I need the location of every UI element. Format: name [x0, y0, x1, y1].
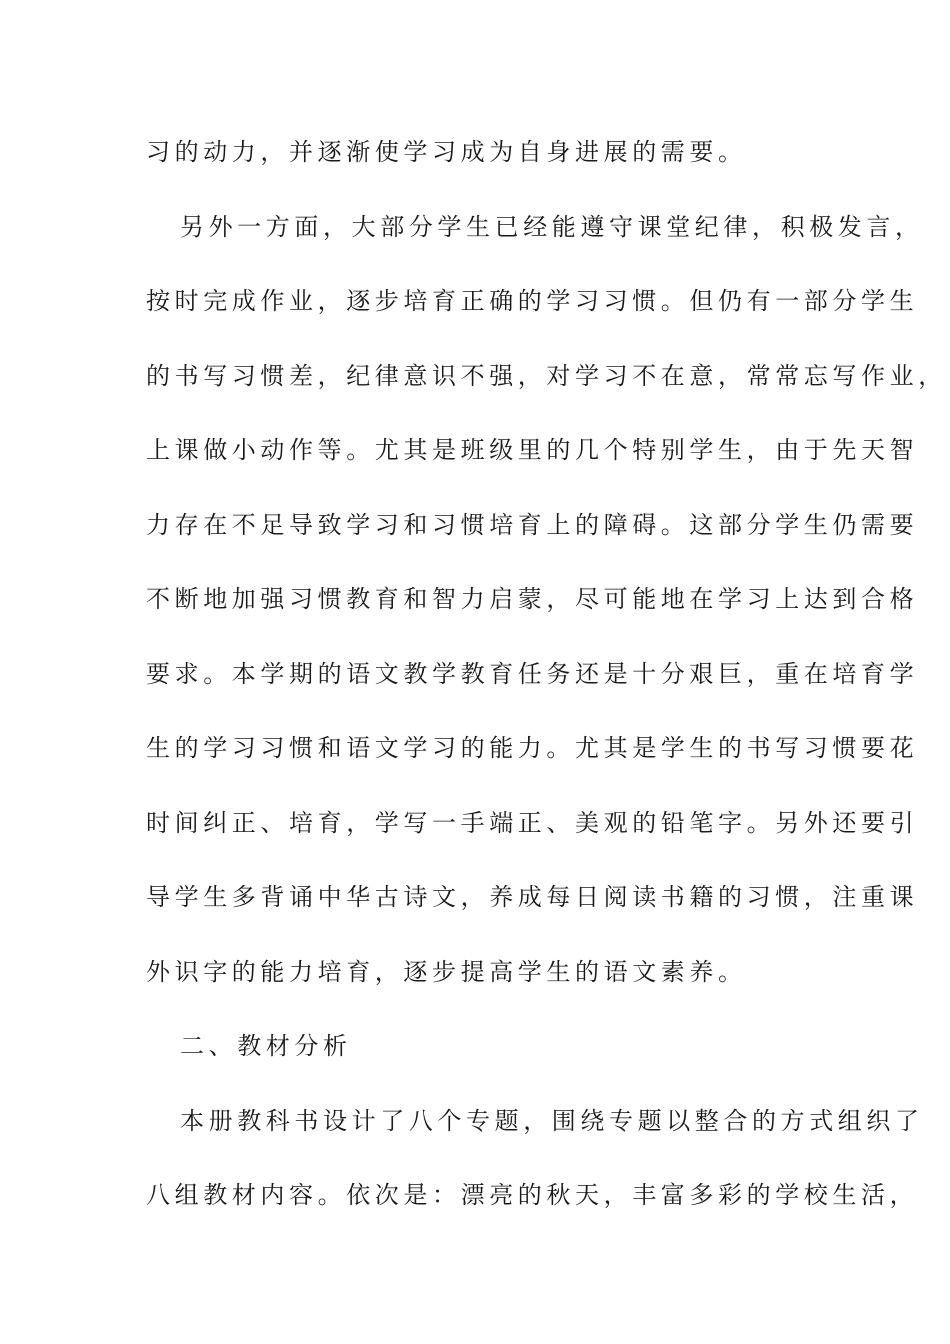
paragraph-start-line: 另外一方面，大部分学生已经能遵守课堂纪律，积极发言，	[180, 213, 924, 241]
text-line: 力存在不足导致学习和习惯培育上的障碍。这部分学生仍需要	[146, 511, 919, 539]
text-line: 八组教材内容。依次是：漂亮的秋天，丰富多彩的学校生活，	[146, 1181, 919, 1209]
text-line: 的书写习惯差，纪律意识不强，对学习不在意，常常忘写作业，	[146, 362, 947, 390]
section-heading: 二、教材分析	[180, 1032, 352, 1060]
text-line: 外识字的能力培育，逐步提高学生的语文素养。	[146, 958, 747, 986]
text-line: 不断地加强习惯教育和智力启蒙，尽可能地在学习上达到合格	[146, 585, 919, 613]
text-line: 上课做小动作等。尤其是班级里的几个特别学生，由于先天智	[146, 436, 919, 464]
text-line: 生的学习习惯和语文学习的能力。尤其是学生的书写习惯要花	[146, 734, 919, 762]
text-line: 按时完成作业，逐步培育正确的学习习惯。但仍有一部分学生	[146, 287, 919, 315]
text-line: 习的动力，并逐渐使学习成为自身进展的需要。	[146, 138, 747, 166]
paragraph-start-line: 本册教科书设计了八个专题，围绕专题以整合的方式组织了	[180, 1107, 924, 1135]
text-line: 要求。本学期的语文教学教育任务还是十分艰巨，重在培育学	[146, 660, 919, 688]
text-line: 导学生多背诵中华古诗文，养成每日阅读书籍的习惯，注重课	[146, 883, 919, 911]
text-line: 时间纠正、培育，学写一手端正、美观的铅笔字。另外还要引	[146, 809, 919, 837]
